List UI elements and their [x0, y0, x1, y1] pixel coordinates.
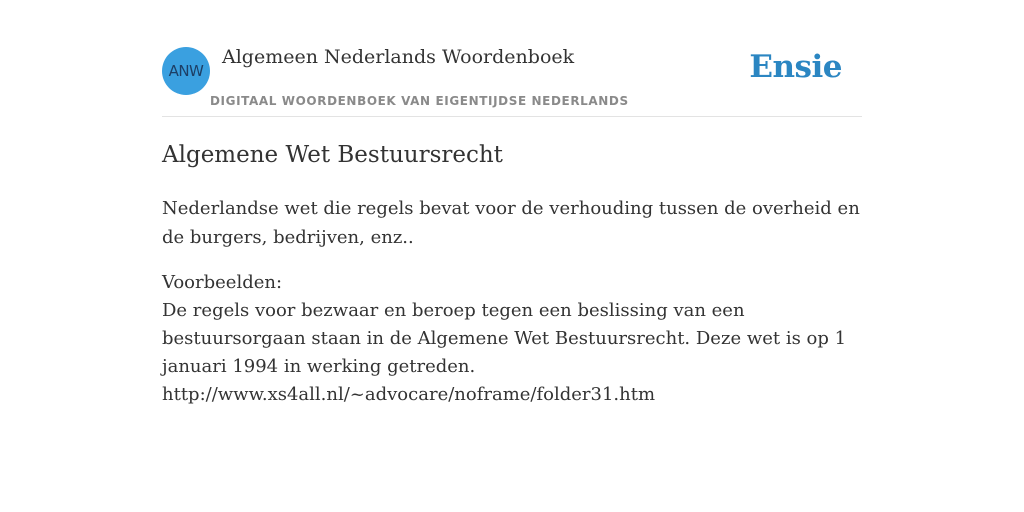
site-header [162, 44, 862, 117]
examples-label: Voorbeelden: [162, 272, 283, 293]
entry-examples [162, 269, 862, 409]
example-source-url: http://www.xs4all.nl/~advocare/noframe/folder31.htm [162, 384, 656, 405]
entry-title: Algemene Wet Bestuursrecht [162, 142, 503, 168]
anw-logo[interactable]: ANW [162, 47, 210, 95]
site-title[interactable]: Algemeen Nederlands Woordenboek [222, 46, 575, 68]
ensie-brand-logo[interactable]: Ensie [749, 49, 842, 85]
entry-content [162, 138, 862, 409]
site-subtitle: DIGITAAL WOORDENBOEK VAN EIGENTIJDSE NEDERLANDS [210, 94, 629, 108]
example-text: De regels voor bezwaar en beroep tegen een beslissing van een bestuursorgaan staan in de Algemene Wet Bestuursrecht. Deze wet is op 1 januari 1994 in werking getreden. [162, 300, 847, 377]
entry-definition: Nederlandse wet die regels bevat voor de verhouding tussen de overheid en de burgers, bedrijven, enz.. [162, 198, 860, 248]
